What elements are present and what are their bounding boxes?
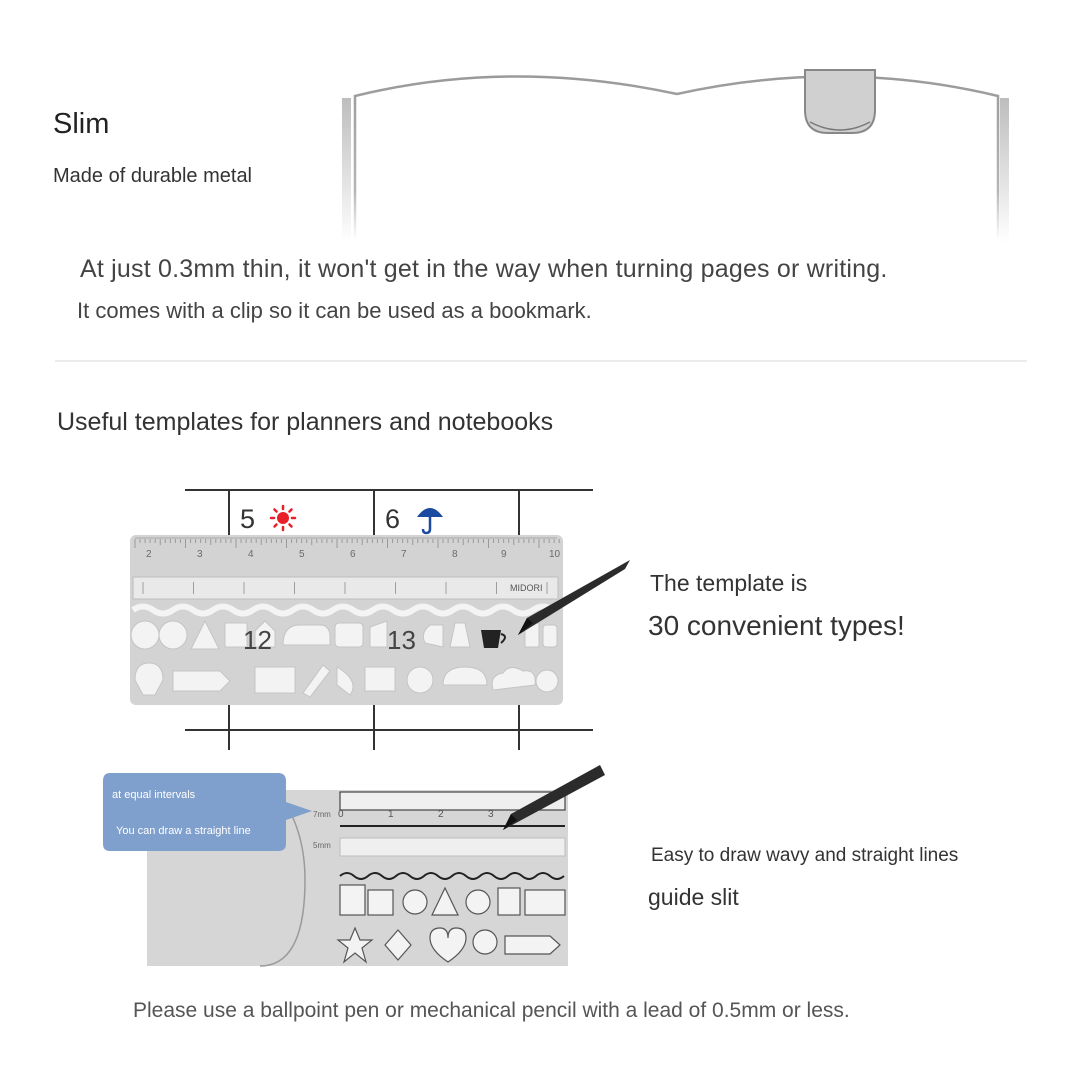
bubble-line1: at equal intervals: [112, 789, 196, 801]
notebook-illustration: [340, 60, 1020, 245]
section-divider: [55, 360, 1027, 362]
ruler-number: 2: [146, 549, 152, 560]
label-5mm: 5mm: [313, 841, 331, 850]
ruler-number: 2: [438, 809, 444, 820]
metal-template-plate: [130, 535, 563, 705]
ruler-number: 8: [452, 549, 458, 560]
usage-note: Please use a ballpoint pen or mechanical pencil with a lead of 0.5mm or less.: [133, 999, 850, 1022]
slim-title: Slim: [53, 108, 110, 140]
drawn-straight-line: [340, 825, 565, 827]
guide-slit-illustration: [100, 770, 610, 970]
ruler-number: 0: [338, 809, 344, 820]
bookmark-description: It comes with a clip so it can be used as a bookmark.: [77, 298, 592, 323]
slim-subtitle: Made of durable metal: [53, 165, 253, 187]
calendar-day-13: 13: [387, 625, 416, 655]
template-callout-line1: The template is: [650, 570, 808, 596]
cover-edge-right: [1000, 98, 1009, 243]
planner-template-illustration: [125, 485, 635, 755]
ruler-number: 3: [488, 809, 494, 820]
guide-callout-line1: Easy to draw wavy and straight lines: [651, 845, 959, 866]
cover-edge-left: [342, 98, 351, 243]
calendar-day-5: 5: [240, 504, 256, 534]
bookmark-clip: [805, 70, 875, 133]
calendar-day-6: 6: [385, 504, 401, 534]
thinness-description: At just 0.3mm thin, it won't get in the way when turning pages or writing.: [80, 255, 888, 283]
bubble-line2: You can draw a straight line: [116, 825, 251, 837]
speech-bubble: [103, 773, 312, 851]
brand-label: MIDORI: [510, 583, 543, 593]
ruler-number: 5: [299, 549, 305, 560]
sun-icon: [271, 506, 295, 530]
ruler-number: 10: [549, 549, 561, 560]
guide-callout-line2: guide slit: [648, 884, 739, 910]
templates-title: Useful templates for planners and notebooks: [57, 408, 554, 436]
template-callout-line2: 30 convenient types!: [648, 610, 905, 641]
ruler-number: 9: [501, 549, 507, 560]
straight-slit-bottom: [340, 838, 565, 856]
calendar-day-12: 12: [243, 625, 272, 655]
ruler-number: 4: [248, 549, 254, 560]
ruler-number: 6: [350, 549, 356, 560]
ruler-number: 3: [197, 549, 203, 560]
ruler-number: 1: [388, 809, 394, 820]
label-7mm: 7mm: [313, 810, 331, 819]
umbrella-icon: [417, 508, 443, 533]
ruler-number: 7: [401, 549, 407, 560]
